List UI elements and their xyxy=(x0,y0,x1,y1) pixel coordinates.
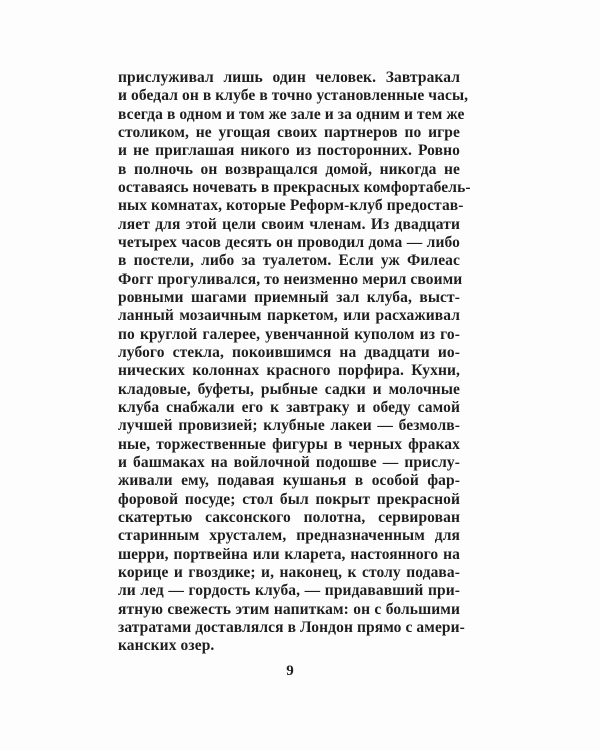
text-line: ли лед — гордость клуба, — придававший при- xyxy=(118,582,460,600)
text-line: ровными шагами приемный зал клуба, выст- xyxy=(118,288,460,306)
text-line: и башмаках на войлочной подошве — прислу- xyxy=(118,454,460,472)
text-line: по круглой галерее, увенчанной куполом из го- xyxy=(118,325,460,343)
text-line: корице и гвоздике; и, наконец, к столу подава- xyxy=(118,564,460,582)
text-line: столиком, не угощая своих партнеров по игре xyxy=(118,123,460,141)
text-line: ные, торжественные фигуры в черных фраках xyxy=(118,435,460,453)
text-line: форовой посуде; стол был покрыт прекрасной xyxy=(118,490,460,508)
text-line: шерри, портвейна или кларета, настоянного на xyxy=(118,545,460,563)
text-line: прислуживал лишь один человек. Завтракал xyxy=(118,68,460,86)
text-line: кладовые, буфеты, рыбные садки и молочные xyxy=(118,380,460,398)
text-line: лубого стекла, покоившимся на двадцати ио- xyxy=(118,343,460,361)
text-line: ных комнатах, которые Реформ-клуб предостав- xyxy=(118,197,464,215)
text-line: в постели, либо за туалетом. Если уж Филеас xyxy=(118,252,460,270)
text-line: и не приглашая никого из посторонних. Ровно xyxy=(118,142,460,160)
text-line: клуба снабжали его к завтраку и обеду самой xyxy=(118,399,460,416)
text-line: нических колоннах красного порфира. Кухни, xyxy=(118,362,460,380)
text-line: ланный мозаичным паркетом, или расхаживал xyxy=(118,307,460,325)
text-line: и обедал он в клубе в точно установленные часы, xyxy=(118,87,469,105)
text-line: ятную свежесть этим напиткам: он с большими xyxy=(118,600,460,618)
text-line: старинным хрусталем, предназначенным для xyxy=(118,527,460,545)
text-line: скатертью саксонского полотна, сервирован xyxy=(118,509,460,527)
text-line: ляет для этой цели своим членам. Из двадцати xyxy=(118,215,460,233)
text-line: затратами доставлялся в Лондон прямо с амери- xyxy=(118,619,465,637)
text-line: четырех часов десять он проводил дома — либо xyxy=(118,233,460,251)
text-line: всегда в одном и том же зале и за одним и тем же xyxy=(118,105,465,123)
text-line: канских озер. xyxy=(118,637,215,655)
text-line: живали ему, подавая кушанья в особой фар- xyxy=(118,472,460,490)
page-number: 9 xyxy=(286,663,294,679)
text-line: Фогг прогуливался, то неизменно мерил своими xyxy=(118,270,463,288)
text-line: лучшей провизией; клубные лакеи — безмолв- xyxy=(118,417,460,435)
text-line: оставаясь ночевать в прекрасных комфортабель- xyxy=(118,178,471,196)
body-text xyxy=(118,68,471,656)
text-line: в полночь он возвращался домой, никогда не xyxy=(118,160,460,178)
